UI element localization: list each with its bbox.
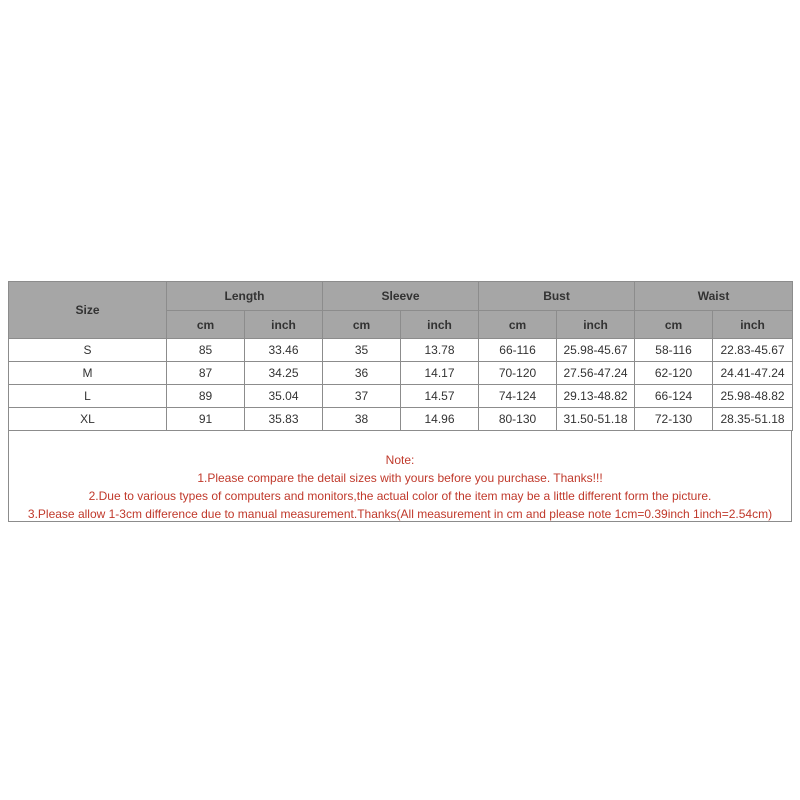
size-table xyxy=(8,281,793,431)
table-cell: 13.78 xyxy=(401,339,479,362)
bust-inch-header: inch xyxy=(557,311,635,339)
size-cell: S xyxy=(9,339,167,362)
table-cell: 80-130 xyxy=(479,408,557,431)
table-cell: 72-130 xyxy=(635,408,713,431)
table-cell: 14.96 xyxy=(401,408,479,431)
bust-group-header: Bust xyxy=(479,282,635,311)
table-cell: 27.56-47.24 xyxy=(557,362,635,385)
sleeve-inch-header: inch xyxy=(401,311,479,339)
size-cell: L xyxy=(9,385,167,408)
table-cell: 14.57 xyxy=(401,385,479,408)
table-cell: 89 xyxy=(167,385,245,408)
size-cell: XL xyxy=(9,408,167,431)
sleeve-cm-header: cm xyxy=(323,311,401,339)
table-cell: 33.46 xyxy=(245,339,323,362)
size-column-header: Size xyxy=(9,282,167,339)
table-cell: 35 xyxy=(323,339,401,362)
table-row xyxy=(9,362,793,385)
table-cell: 87 xyxy=(167,362,245,385)
notes-panel xyxy=(8,431,792,522)
bust-cm-header: cm xyxy=(479,311,557,339)
table-cell: 38 xyxy=(323,408,401,431)
size-cell: M xyxy=(9,362,167,385)
table-cell: 25.98-45.67 xyxy=(557,339,635,362)
size-chart xyxy=(8,281,792,522)
table-cell: 36 xyxy=(323,362,401,385)
notes-title: Note: xyxy=(385,453,415,467)
table-cell: 31.50-51.18 xyxy=(557,408,635,431)
table-cell: 91 xyxy=(167,408,245,431)
table-cell: 70-120 xyxy=(479,362,557,385)
table-cell: 37 xyxy=(323,385,401,408)
table-cell: 29.13-48.82 xyxy=(557,385,635,408)
table-cell: 74-124 xyxy=(479,385,557,408)
table-cell: 34.25 xyxy=(245,362,323,385)
length-inch-header: inch xyxy=(245,311,323,339)
waist-inch-header: inch xyxy=(713,311,793,339)
table-cell: 25.98-48.82 xyxy=(713,385,793,408)
waist-cm-header: cm xyxy=(635,311,713,339)
table-cell: 85 xyxy=(167,339,245,362)
table-cell: 24.41-47.24 xyxy=(713,362,793,385)
table-cell: 62-120 xyxy=(635,362,713,385)
length-cm-header: cm xyxy=(167,311,245,339)
table-cell: 66-124 xyxy=(635,385,713,408)
table-row xyxy=(9,339,793,362)
table-cell: 35.83 xyxy=(245,408,323,431)
note-line-2: 2.Due to various types of computers and monitors,the actual color of the item may be a little different form the picture. xyxy=(88,489,712,503)
length-group-header: Length xyxy=(167,282,323,311)
note-line-3: 3.Please allow 1-3cm difference due to manual measurement.Thanks(All measurement in cm and please note 1cm=0.39inch 1inch=2.54cm) xyxy=(27,507,773,521)
table-cell: 28.35-51.18 xyxy=(713,408,793,431)
note-line-1: 1.Please compare the detail sizes with yours before you purchase. Thanks!!! xyxy=(197,471,603,485)
waist-group-header: Waist xyxy=(635,282,793,311)
table-cell: 14.17 xyxy=(401,362,479,385)
table-cell: 58-116 xyxy=(635,339,713,362)
table-cell: 66-116 xyxy=(479,339,557,362)
table-cell: 22.83-45.67 xyxy=(713,339,793,362)
table-cell: 35.04 xyxy=(245,385,323,408)
table-row xyxy=(9,408,793,431)
sleeve-group-header: Sleeve xyxy=(323,282,479,311)
table-row xyxy=(9,385,793,408)
